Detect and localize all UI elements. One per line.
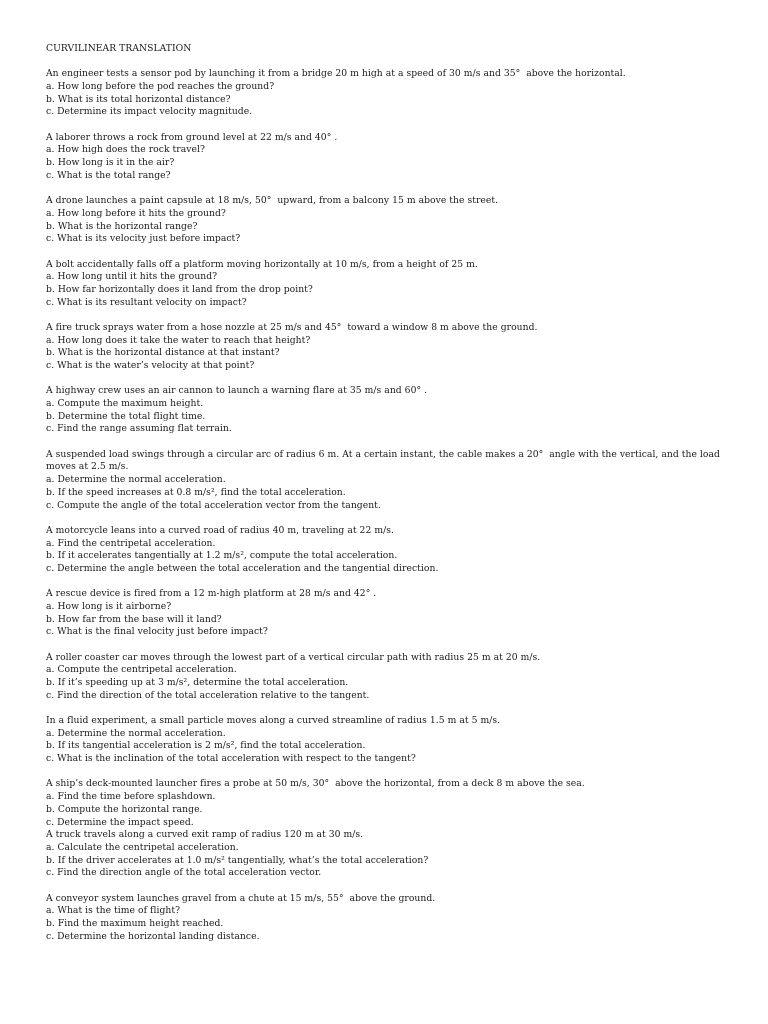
part-b: b. If its tangential acceleration is 2 m/s², find the total acceleration. [46,740,366,752]
part-c: c. What is the inclination of the total acceleration with respect to the tangent? [46,753,416,765]
problem-stem: In a fluid experiment, a small particle moves along a curved streamline of radius 1.5 m at 5 m/s. [46,715,501,727]
part-b: b. Determine the total flight time. [46,410,206,422]
problem-stem: A suspended load swings through a circular arc of radius 6 m. At a certain instant, the cable makes a 20° angle with the vertical, and the load moves at 2.5 m/s. [46,448,723,473]
problem-stem: A roller coaster car moves through the lowest part of a vertical circular path with radius 25 m at 20 m/s. [46,651,541,663]
part-a: a. How long is it airborne? [46,600,172,612]
problem-stem: A truck travels along a curved exit ramp of radius 120 m at 30 m/s. [46,829,364,841]
problem-2 [46,132,736,183]
problem-13 [46,829,736,880]
part-b: b. Compute the horizontal range. [46,803,203,815]
problem-stem: A ship’s deck-mounted launcher fires a probe at 50 m/s, 30° above the horizontal, from a deck 8 m above the sea. [46,778,585,790]
part-c: c. What is its velocity just before impact? [46,233,241,245]
part-b: b. Find the maximum height reached. [46,918,224,930]
part-a: a. How long does it take the water to reach that height? [46,334,311,346]
problem-7 [46,449,736,513]
problem-stem: A laborer throws a rock from ground level at 22 m/s and 40° . [46,131,338,143]
part-b: b. How far from the base will it land? [46,613,222,625]
part-a: a. How high does the rock travel? [46,144,205,156]
document-body [46,43,736,956]
part-c: c. What is the total range? [46,169,171,181]
part-a: a. How long before the pod reaches the ground? [46,81,275,92]
part-b: b. How far horizontally does it land from the drop point? [46,283,313,295]
problem-stem: A highway crew uses an air cannon to launch a warning flare at 35 m/s and 60° . [46,385,428,397]
part-c: c. What is the final velocity just before impact? [46,626,268,638]
part-b: b. What is its total horizontal distance? [46,93,231,105]
problem-14 [46,893,736,944]
problem-stem: A conveyor system launches gravel from a chute at 15 m/s, 55° above the ground. [46,892,436,904]
part-b: b. What is the horizontal distance at that instant? [46,347,280,359]
problem-11 [46,715,736,766]
problem-stem: An engineer tests a sensor pod by launching it from a bridge 20 m high at a speed of 30 m/s and 35° above the horizontal. [46,68,626,80]
problem-6 [46,385,736,436]
part-c: c. What is the water’s velocity at that point? [46,360,255,372]
part-b: b. If the speed increases at 0.8 m/s², find the total acceleration. [46,486,346,498]
part-b: b. How long is it in the air? [46,157,175,169]
problem-stem: A bolt accidentally falls off a platform moving horizontally at 10 m/s, from a height of 25 m. [46,258,478,270]
part-c: c. Determine the angle between the total acceleration and the tangential direction. [46,562,439,574]
part-a: a. Determine the normal acceleration. [46,474,226,486]
part-a: a. Calculate the centripetal acceleration. [46,841,239,853]
part-c: c. Find the range assuming flat terrain. [46,423,232,435]
part-c: c. Determine the horizontal landing distance. [46,930,260,942]
problem-12 [46,778,736,829]
part-c: c. Compute the angle of the total acceleration vector from the tangent. [46,499,381,511]
part-b: b. If it accelerates tangentially at 1.2 m/s², compute the total acceleration. [46,550,398,562]
part-a: a. What is the time of flight? [46,905,181,917]
problem-stem: A fire truck sprays water from a hose nozzle at 25 m/s and 45° toward a window 8 m above the ground. [46,321,538,333]
part-a: a. How long until it hits the ground? [46,271,218,283]
problem-4 [46,259,736,310]
part-a: a. Compute the centripetal acceleration. [46,664,237,676]
problem-1 [46,68,736,119]
problem-5 [46,322,736,373]
part-a: a. Find the centripetal acceleration. [46,537,216,549]
problem-stem: A drone launches a paint capsule at 18 m/s, 50° upward, from a balcony 15 m above the street. [46,195,499,207]
part-c: c. Determine the impact speed. [46,816,194,828]
problem-3 [46,195,736,246]
part-a: a. How long before it hits the ground? [46,207,226,219]
part-c: c. Find the direction angle of the total acceleration vector. [46,867,322,879]
page-title: CURVILINEAR TRANSLATION [46,43,192,54]
part-a: a. Determine the normal acceleration. [46,727,226,739]
part-c: c. Determine its impact velocity magnitude. [46,106,253,118]
problem-9 [46,588,736,639]
problem-10 [46,652,736,703]
part-c: c. Find the direction of the total acceleration relative to the tangent. [46,689,370,701]
problem-stem: A rescue device is fired from a 12 m-high platform at 28 m/s and 42° . [46,588,377,600]
part-b: b. If the driver accelerates at 1.0 m/s² tangentially, what’s the total acceleration? [46,854,429,866]
part-b: b. What is the horizontal range? [46,220,198,232]
part-a: a. Find the time before splashdown. [46,791,216,803]
problem-stem: A motorcycle leans into a curved road of radius 40 m, traveling at 22 m/s. [46,524,394,536]
problem-8 [46,525,736,576]
part-b: b. If it’s speeding up at 3 m/s², determine the total acceleration. [46,677,349,689]
part-a: a. Compute the maximum height. [46,398,204,410]
part-c: c. What is its resultant velocity on impact? [46,296,247,308]
